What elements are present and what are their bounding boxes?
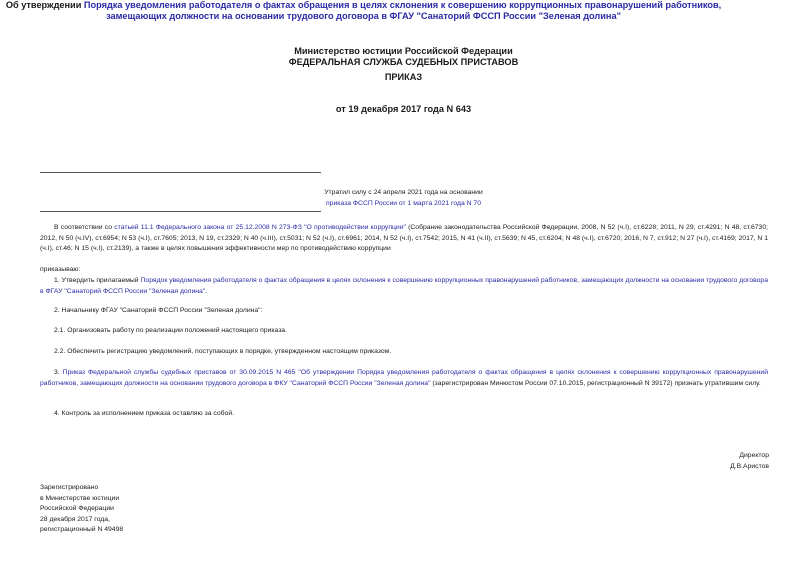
item-2-1-text: 2.1. Организовать работу по реализации положений настоящего приказа. xyxy=(54,327,287,334)
lost-force-link[interactable]: приказа ФССП России от 1 марта 2021 года N 70 xyxy=(326,200,481,207)
divider-top xyxy=(40,172,321,173)
document-date-number: от 19 декабря 2017 года N 643 xyxy=(335,104,472,114)
item-1-prefix: 1. Утвердить прилагаемый xyxy=(54,277,141,284)
item-1 xyxy=(40,276,768,297)
registration-line-2: в Министерстве юстиции xyxy=(40,494,120,502)
title-procedure-link[interactable]: Порядка уведомления работодателя о фактах обращения в целях склонения к совершению коррупционных правонарушений работников, замещающих должности на основании трудового договора в ФГАУ "Санаторий ФССП России "Зеленая долина" xyxy=(83,0,722,21)
item-2 xyxy=(40,306,768,317)
preamble-rest: (Собрание законодательства Российской Федерации, 2008, N 52 (ч.I), ст.6228; 2011, N 29, ст.4291; N 48, ст.6730; 2012, N 50 (ч.IV), ст.6954; N 53 (ч.I), ст.7605; 2013, N 19, ст.2329; N 40 (ч.III), ст.5031; N 52 (ч.I), ст.6961; 2014, N 52 (ч.I), ст.7542; 2015, N 41 (ч.II), ст.5639; N 45, ст.6204; N 48 (ч.I), ст.6720; 2016, N 7, ст.912; N 27 (ч.I), ст.4169; 2017, N 1 (ч.I), ст.46; N 15 (ч.I), ст.2139), а также в целях повышения эффективности мер по противодействию коррупции xyxy=(40,224,769,253)
document-title xyxy=(0,0,727,22)
item-2-2 xyxy=(40,347,768,358)
item-3-suffix: (зарегистрирован Минюстом России 07.10.2015, регистрационный N 39172) признать утратившим силу. xyxy=(430,379,761,387)
item-2-2-text: 2.2. Обеспечить регистрацию уведомлений, поступающих в порядке, утвержденном настоящим приказом. xyxy=(54,348,392,355)
item-1-suffix: . xyxy=(205,287,208,295)
item-3 xyxy=(40,368,768,389)
anticorruption-law-link[interactable]: статьей 11.1 Федерального закона от 25.12.2008 N 273-ФЗ "О противодействии коррупции" xyxy=(114,224,406,231)
item-3-prefix: 3. xyxy=(54,369,63,376)
signer-position: Директор xyxy=(739,452,769,459)
item-2-text: 2. Начальнику ФГАУ "Санаторий ФССП России "Зеленая долина": xyxy=(54,307,263,314)
registration-block xyxy=(40,483,123,536)
document-type: ПРИКАЗ xyxy=(384,72,423,82)
registration-line-5: регистрационный N 49498 xyxy=(40,526,124,534)
divider-bottom xyxy=(40,211,321,212)
item-4-text: 4. Контроль за исполнением приказа оставляю за собой. xyxy=(54,410,235,417)
registration-line-3: Российской Федерации xyxy=(40,505,114,513)
signer-name: Д.В.Аристов xyxy=(730,462,769,470)
registration-line-4: 28 декабря 2017 года, xyxy=(40,515,110,523)
ministry-name: Министерство юстиции Российской Федерации xyxy=(294,46,513,56)
preamble-paragraph xyxy=(40,223,768,255)
service-name: ФЕДЕРАЛЬНАЯ СЛУЖБА СУДЕБНЫХ ПРИСТАВОВ xyxy=(288,57,519,67)
lost-force-note xyxy=(240,187,567,209)
item-2-1 xyxy=(40,326,768,337)
signature-block xyxy=(730,451,769,472)
order-word: приказываю: xyxy=(40,266,81,273)
document-header xyxy=(0,46,807,68)
item-4 xyxy=(40,409,768,420)
lost-force-text: Утратил силу с 24 апреля 2021 года на основании xyxy=(324,189,483,196)
title-prefix: Об утверждении xyxy=(5,0,84,10)
item-3-order-link[interactable]: Приказ Федеральной службы судебных приставов от 30.09.2015 N 465 "Об утверждении Порядка уведомления работодателя о фактах обращения в целях склонения к совершению коррупционных правонарушений работников, замещающих должности на основании трудового договора в ФКУ "Санаторий ФССП России "Зеленая долина" xyxy=(40,369,768,387)
preamble-prefix: В соответствии со xyxy=(54,224,115,231)
registration-line-1: Зарегистрировано xyxy=(40,484,99,491)
item-1-procedure-link[interactable]: Порядок уведомления работодателя о фактах обращения в целях склонения к совершению коррупционных правонарушений работников, замещающих должности на основании трудового договора в ФГАУ "Санаторий ФССП России "Зеленая долина" xyxy=(40,277,768,295)
